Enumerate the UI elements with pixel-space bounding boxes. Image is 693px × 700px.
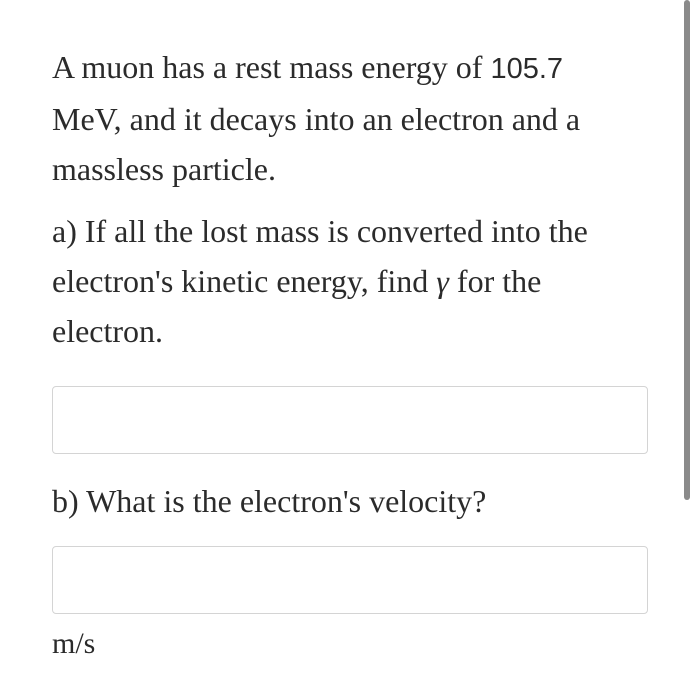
intro-text-continued: MeV, and it decays into an electron and a massless particle. bbox=[52, 101, 581, 187]
question-panel bbox=[52, 42, 650, 666]
part-b-question: b) What is the electron's velocity? bbox=[52, 483, 487, 519]
rest-mass-energy-value: 105.7 bbox=[490, 53, 564, 85]
scrollbar[interactable] bbox=[684, 0, 690, 500]
part-a-text-end: for the electron. bbox=[52, 263, 542, 349]
velocity-answer-field[interactable] bbox=[52, 546, 648, 614]
part-a-question bbox=[52, 206, 650, 356]
velocity-unit-label: m/s bbox=[52, 627, 96, 660]
problem-statement bbox=[52, 42, 650, 194]
part-a-text: a) If all the lost mass is converted into the electron's kinetic energy, find bbox=[52, 213, 588, 299]
gamma-answer-field[interactable] bbox=[52, 386, 648, 454]
intro-text: A muon has a rest mass energy of bbox=[52, 49, 491, 85]
gamma-symbol: γ bbox=[436, 263, 449, 299]
